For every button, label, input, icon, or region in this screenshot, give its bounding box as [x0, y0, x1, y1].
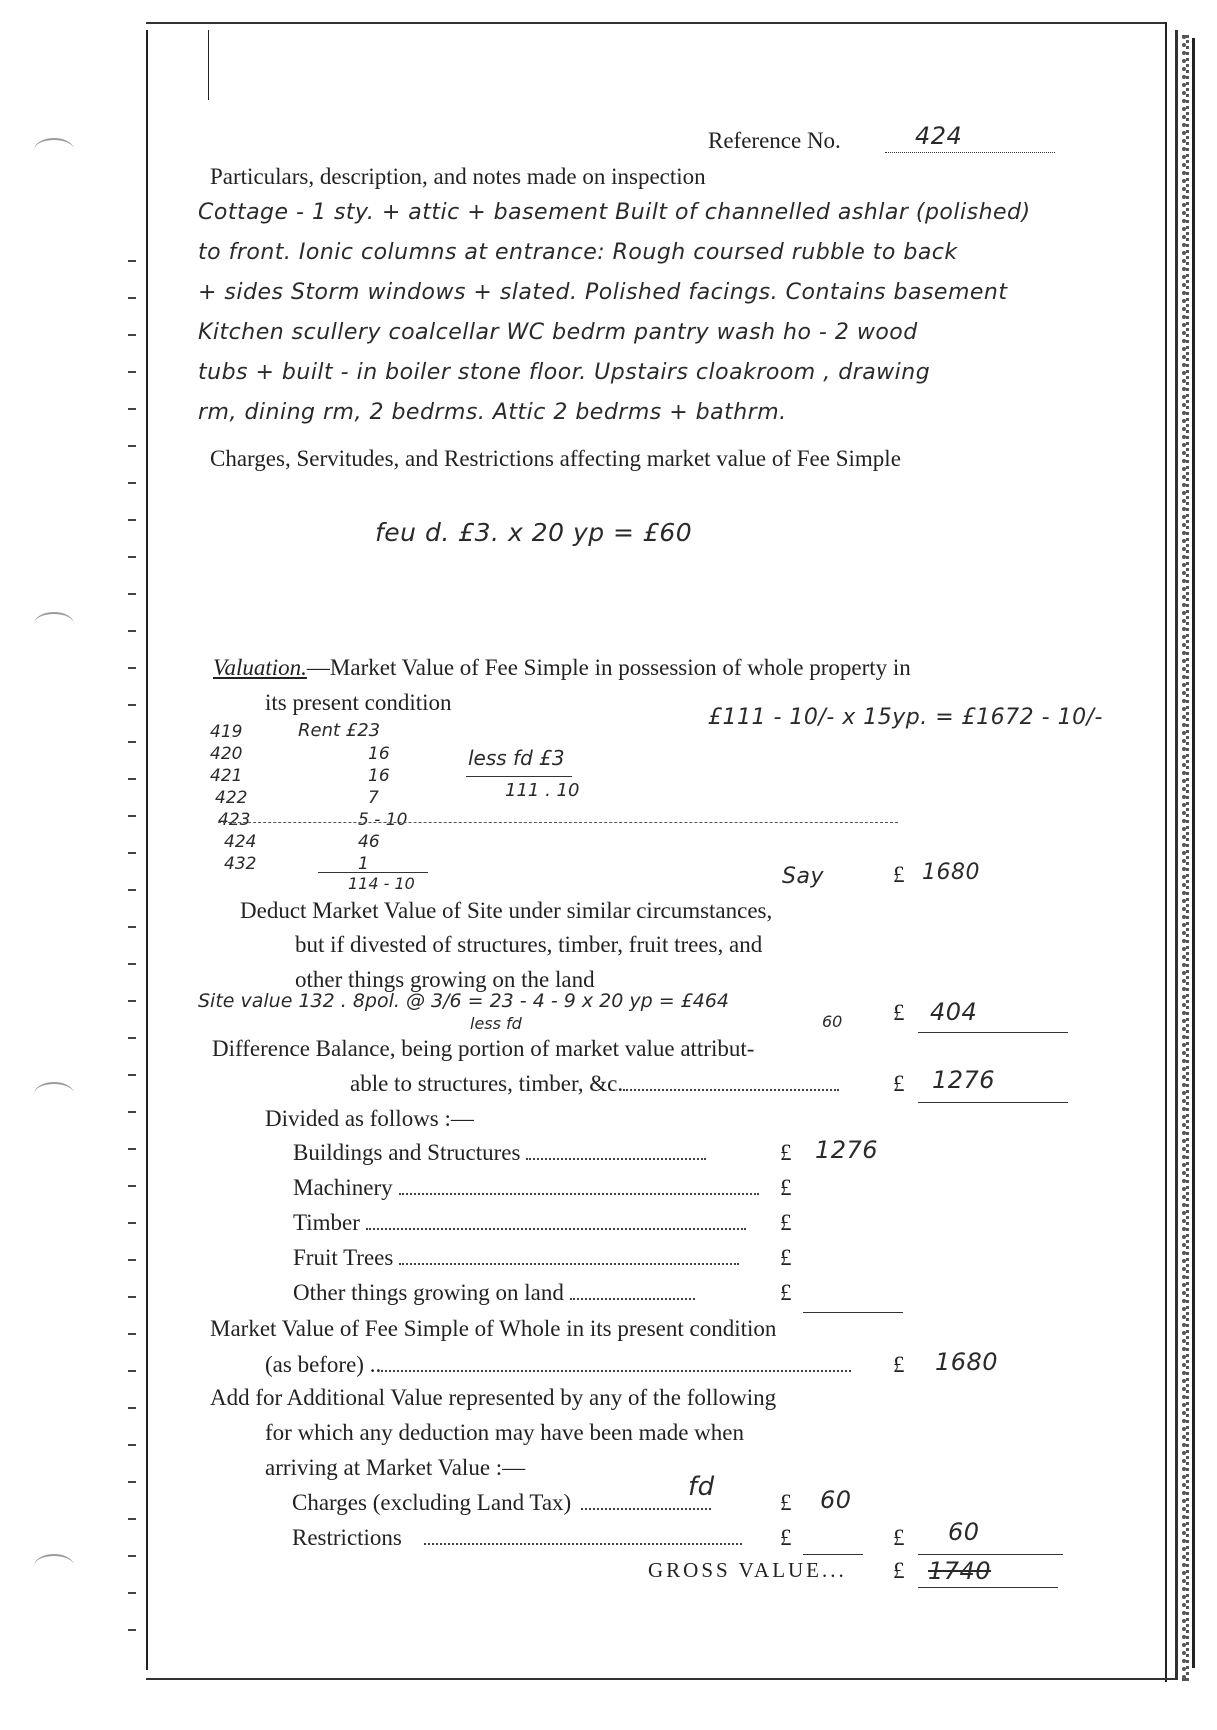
difference-value-line	[918, 1064, 1068, 1103]
rent-less-fd: less fd £3	[468, 746, 565, 770]
particulars-line-4: Kitchen scullery coalcellar WC bedrm pantry wash ho - 2 wood	[198, 320, 918, 345]
margin-tick	[128, 260, 136, 262]
rent-ref: 422	[215, 788, 248, 808]
market-whole-line-2-text: (as before) ..	[265, 1352, 382, 1377]
deduct-line-3: other things growing on the land	[295, 967, 595, 992]
market-whole-pound: £	[893, 1352, 905, 1377]
dot-leader	[424, 1543, 742, 1545]
binder-hole-3	[34, 1082, 74, 1106]
margin-tick	[128, 408, 136, 410]
say-value: 1680	[922, 860, 980, 885]
add-line-1: Add for Additional Value represented by any of the following	[210, 1385, 777, 1410]
rent-less-line	[466, 776, 572, 777]
add-line-3: arriving at Market Value :—	[265, 1455, 526, 1480]
dot-leader	[623, 1089, 839, 1091]
margin-tick	[128, 889, 136, 891]
margin-tick	[128, 519, 136, 521]
gross-value: 1740	[928, 1557, 992, 1585]
margin-tick	[128, 1407, 136, 1409]
rent-total: 114 - 10	[348, 874, 415, 893]
margin-tick	[128, 1074, 136, 1076]
valuation-heading-italic: Valuation.	[213, 655, 307, 680]
margin-tick	[128, 1148, 136, 1150]
divided-row-label: Timber	[293, 1210, 360, 1235]
rent-amount: 1	[358, 854, 369, 874]
site-less-fd-value: 60	[822, 1012, 843, 1031]
margin-tick	[128, 1555, 136, 1557]
margin-tick	[128, 1629, 136, 1631]
margin-tick	[128, 1333, 136, 1335]
divided-row-label: Machinery	[293, 1175, 393, 1200]
margin-tick	[128, 1592, 136, 1594]
deduct-pound: £	[893, 1000, 905, 1025]
add-line-2: for which any deduction may have been made when	[265, 1420, 744, 1445]
right-page-edge-2	[1182, 35, 1189, 1681]
add-total-value-line	[918, 1518, 1063, 1555]
margin-tick	[128, 704, 136, 706]
margin-tick	[128, 1111, 136, 1113]
margin-tick	[128, 741, 136, 743]
left-inner-mark	[208, 30, 209, 100]
reference-label: Reference No.	[708, 128, 841, 153]
site-value-note: Site value 132 . 8pol. @ 3/6 = 23 - 4 - 9 x 20 yp = £464	[198, 990, 730, 1012]
divided-row-pound: £	[780, 1175, 792, 1200]
divided-row-label: Buildings and Structures	[293, 1140, 521, 1165]
gross-label: GROSS VALUE...	[648, 1558, 847, 1582]
margin-tick	[128, 1481, 136, 1483]
right-page-edge-1	[1175, 30, 1178, 1680]
rent-amount: 16	[368, 766, 390, 786]
divided-row	[293, 1210, 746, 1236]
add-restrictions-label: Restrictions	[292, 1525, 402, 1550]
charges-heading: Charges, Servitudes, and Restrictions affecting market value of Fee Simple	[210, 446, 901, 471]
divided-row	[293, 1140, 706, 1166]
add-charges-note: fd	[688, 1472, 715, 1502]
divided-row	[293, 1280, 695, 1306]
divided-row-pound: £	[780, 1245, 792, 1270]
add-restrictions-row	[292, 1525, 742, 1551]
margin-tick	[128, 1185, 136, 1187]
divided-row-label: Fruit Trees	[293, 1245, 394, 1270]
margin-tick	[128, 667, 136, 669]
particulars-line-2: to front. Ionic columns at entrance: Rough coursed rubble to back	[198, 240, 958, 265]
rent-ref: 424	[224, 832, 257, 852]
divided-row	[293, 1175, 759, 1201]
margin-tick	[128, 1222, 136, 1224]
valuation-heading	[213, 655, 911, 681]
margin-tick	[128, 593, 136, 595]
margin-tick	[128, 1037, 136, 1039]
add-restrictions-pound: £	[780, 1525, 792, 1550]
rent-total-line	[318, 872, 428, 873]
add-total-pound: £	[893, 1525, 905, 1550]
rent-less-result: 111 . 10	[505, 780, 580, 801]
valuation-heading-rest: —Market Value of Fee Simple in possession of whole property in	[306, 655, 911, 680]
dot-leader	[526, 1158, 706, 1160]
deduct-line-1: Deduct Market Value of Site under similar circumstances,	[240, 898, 773, 923]
rent-ref: 423	[218, 810, 251, 830]
rent-ref: 432	[224, 854, 257, 874]
divided-row-pound: £	[780, 1280, 792, 1305]
margin-tick	[128, 445, 136, 447]
margin-tick	[128, 334, 136, 336]
rent-table-divider	[218, 822, 898, 823]
particulars-line-5: tubs + built - in boiler stone floor. Upstairs cloakroom , drawing	[198, 360, 931, 385]
right-border	[1165, 22, 1167, 1682]
bottom-border	[146, 1678, 1176, 1680]
add-charges-value: 60	[820, 1486, 852, 1514]
particulars-heading: Particulars, description, and notes made on inspection	[210, 164, 706, 189]
dot-leader	[366, 1228, 746, 1230]
margin-tick	[128, 1370, 136, 1372]
site-less-fd: less fd	[470, 1014, 522, 1033]
rent-amount: 46	[358, 832, 380, 852]
reference-value: 424	[915, 122, 963, 150]
margin-tick	[128, 297, 136, 299]
dot-leader	[381, 1370, 851, 1372]
right-page-edge-3	[1192, 38, 1195, 1668]
particulars-line-1: Cottage - 1 sty. + attic + basement Built of channelled ashlar (polished)	[198, 200, 1031, 225]
gross-value-box	[918, 1555, 1058, 1588]
divided-row-value: 1276	[815, 1136, 879, 1164]
rent-ref: 419	[210, 722, 243, 742]
add-restrictions-line	[803, 1554, 863, 1555]
rent-header: Rent £23	[298, 720, 381, 741]
divided-total-line	[803, 1312, 903, 1313]
difference-pound: £	[893, 1071, 905, 1096]
particulars-line-3: + sides Storm windows + slated. Polished facings. Contains basement	[198, 280, 1008, 305]
dot-leader	[581, 1508, 711, 1510]
margin-tick	[128, 1259, 136, 1261]
add-charges-label: Charges (excluding Land Tax)	[292, 1490, 572, 1515]
rent-amount: 5 - 10	[358, 810, 408, 830]
rent-ref: 421	[210, 766, 243, 786]
binder-hole-2	[34, 612, 74, 636]
reference-value-line	[885, 122, 1055, 153]
dot-leader	[399, 1193, 759, 1195]
market-whole-line-1: Market Value of Fee Simple of Whole in its present condition	[210, 1316, 777, 1341]
divided-row-pound: £	[780, 1140, 792, 1165]
deduct-value-line	[918, 992, 1068, 1033]
margin-tick	[128, 1000, 136, 1002]
rent-amount: 16	[368, 744, 390, 764]
margin-tick	[128, 778, 136, 780]
dot-leader	[570, 1298, 695, 1300]
divided-row-label: Other things growing on land	[293, 1280, 564, 1305]
difference-value: 1276	[932, 1066, 996, 1094]
margin-tick	[128, 926, 136, 928]
market-whole-value: 1680	[935, 1348, 999, 1376]
deduct-value: 404	[930, 998, 978, 1026]
divided-row	[293, 1245, 739, 1271]
margin-tick	[128, 852, 136, 854]
valuation-heading-line2: its present condition	[265, 690, 452, 715]
rent-ref: 420	[210, 744, 243, 764]
binder-hole-1	[34, 138, 74, 162]
margin-tick	[128, 1444, 136, 1446]
margin-tick	[128, 1518, 136, 1520]
gross-pound: £	[893, 1558, 905, 1583]
valuation-calc: £111 - 10/- x 15yp. = £1672 - 10/-	[708, 705, 1103, 730]
difference-line-2-text: able to structures, timber, &c.	[350, 1071, 624, 1096]
divided-row-pound: £	[780, 1210, 792, 1235]
add-charges-pound: £	[780, 1490, 792, 1515]
margin-tick	[128, 1296, 136, 1298]
add-charges-row	[292, 1490, 711, 1516]
binder-hole-4	[34, 1554, 74, 1578]
deduct-line-2: but if divested of structures, timber, fruit trees, and	[295, 932, 763, 957]
margin-tick	[128, 556, 136, 558]
market-whole-line-2	[265, 1352, 851, 1378]
margin-tick	[128, 815, 136, 817]
margin-tick	[128, 371, 136, 373]
margin-tick	[128, 482, 136, 484]
top-border	[146, 22, 1166, 24]
margin-tick	[128, 630, 136, 632]
particulars-line-6: rm, dining rm, 2 bedrms. Attic 2 bedrms + bathrm.	[198, 400, 787, 425]
difference-line-1: Difference Balance, being portion of market value attribut-	[212, 1036, 755, 1061]
charges-note: feu d. £3. x 20 yp = £60	[375, 518, 693, 547]
dot-leader	[399, 1263, 739, 1265]
say-label: Say	[782, 864, 824, 889]
rent-amount: 7	[368, 788, 379, 808]
divided-heading: Divided as follows :—	[265, 1106, 474, 1131]
say-pound: £	[893, 862, 905, 887]
add-total-value: 60	[948, 1518, 980, 1546]
left-border	[146, 30, 148, 1670]
margin-tick	[128, 963, 136, 965]
difference-line-2	[350, 1071, 839, 1097]
